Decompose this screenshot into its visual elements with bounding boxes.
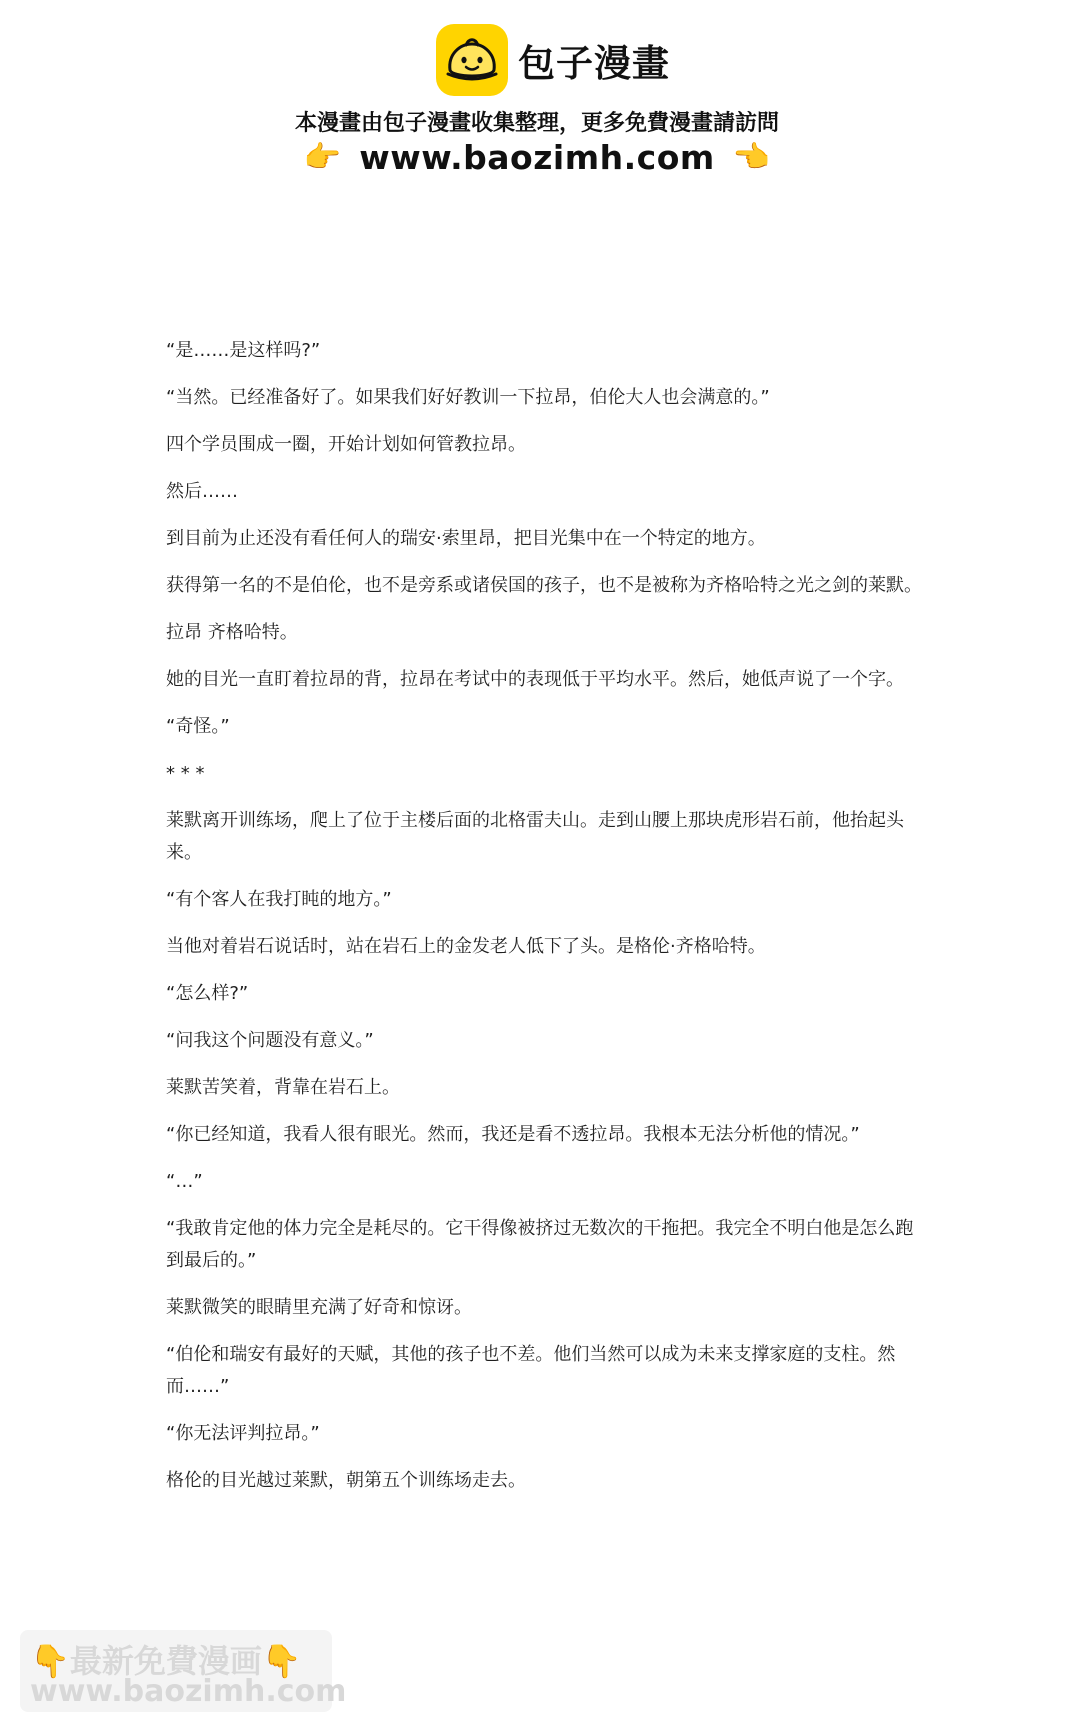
paragraph: “你已经知道，我看人很有眼光。然而，我还是看不透拉昂。我根本无法分析他的情况。”	[166, 1124, 860, 1145]
paragraph: 然后……	[166, 481, 238, 502]
pointing-right-hand-icon: 👉	[303, 139, 342, 175]
paragraph: 莱默苦笑着，背靠在岩石上。	[166, 1077, 400, 1098]
paragraph: “…”	[166, 1171, 203, 1192]
chapter-text	[166, 335, 926, 1512]
pointing-left-hand-icon: 👈	[732, 139, 771, 175]
site-tagline: 本漫畫由包子漫畫收集整理，更多免費漫畫請訪問	[294, 111, 779, 136]
pointing-down-hand-icon: 👇	[261, 1642, 302, 1680]
paragraph: “问我这个问题没有意义。”	[166, 1030, 374, 1051]
watermark	[20, 1630, 347, 1712]
paragraph: 莱默离开训练场，爬上了位于主楼后面的北格雷夫山。走到山腰上那块虎形岩石前，他抬起头来。	[166, 810, 904, 863]
paragraph: “伯伦和瑞安有最好的天赋，其他的孩子也不差。他们当然可以成为未来支撑家庭的支柱。然而……”	[166, 1344, 896, 1397]
paragraph: “奇怪。”	[166, 716, 230, 737]
paragraph: 格伦的目光越过莱默，朝第五个训练场走去。	[166, 1470, 526, 1491]
brand-logo-row[interactable]	[436, 22, 670, 98]
site-url-row[interactable]	[0, 138, 1074, 177]
paragraph: 拉昂 齐格哈特。	[166, 622, 298, 643]
paragraph: 当他对着岩石说话时，站在岩石上的金发老人低下了头。是格伦·齐格哈特。	[166, 936, 766, 957]
scene-break: * * *	[166, 763, 205, 784]
paragraph: 莱默微笑的眼睛里充满了好奇和惊讶。	[166, 1297, 472, 1318]
paragraph: 到目前为止还没有看任何人的瑞安·索里昂，把目光集中在一个特定的地方。	[166, 528, 766, 549]
site-header	[0, 0, 1074, 190]
paragraph: “怎么样?”	[166, 983, 249, 1004]
paragraph: “你无法评判拉昂。”	[166, 1423, 320, 1444]
paragraph: “有个客人在我打盹的地方。”	[166, 889, 392, 910]
paragraph: 四个学员围成一圈，开始计划如何管教拉昂。	[166, 434, 526, 455]
paragraph: 获得第一名的不是伯伦，也不是旁系或诸侯国的孩子，也不是被称为齐格哈特之光之剑的莱默。	[166, 575, 922, 596]
watermark-url: www.baozimh.com	[30, 1674, 347, 1709]
paragraph: “是……是这样吗?”	[166, 340, 321, 361]
paragraph: “当然。已经准备好了。如果我们好好教训一下拉昂，伯伦大人也会满意的。”	[166, 387, 770, 408]
site-url-link[interactable]: www.baozimh.com	[359, 138, 715, 177]
baozi-bun-logo-icon	[436, 24, 508, 96]
pointing-down-hand-icon: 👇	[30, 1642, 70, 1680]
paragraph: “我敢肯定他的体力完全是耗尽的。它干得像被挤过无数次的干拖把。我完全不明白他是怎么跑到最后的。”	[166, 1218, 914, 1271]
paragraph: 她的目光一直盯着拉昂的背，拉昂在考试中的表现低于平均水平。然后，她低声说了一个字。	[166, 669, 904, 690]
watermark-text: 最新免費漫画	[69, 1642, 262, 1680]
brand-name: 包子漫畫	[518, 42, 670, 85]
